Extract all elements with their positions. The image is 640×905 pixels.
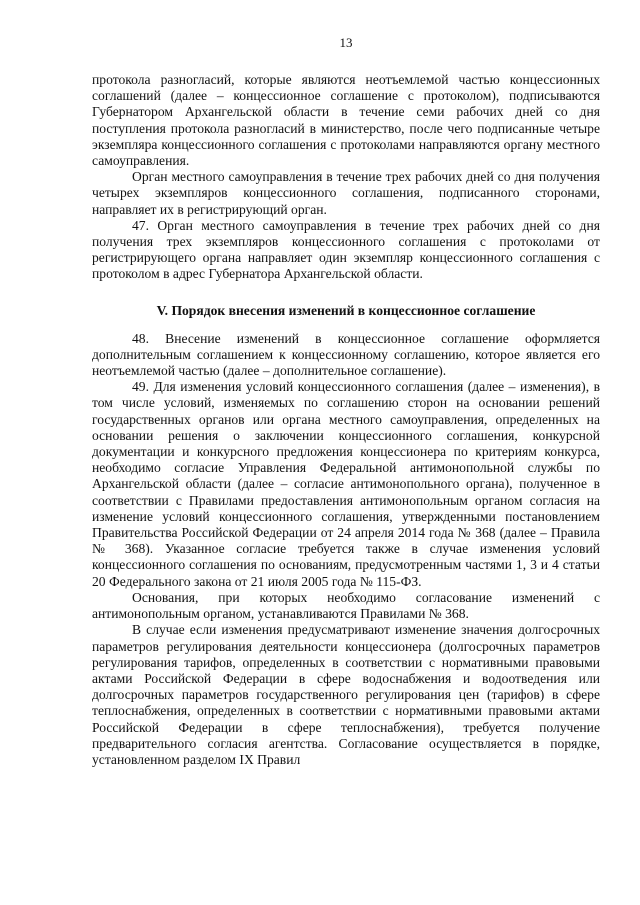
paragraph: Орган местного самоуправления в течение трех рабочих дней со дня получения четырех экземпляров концессионного соглашения, подписанного сторонами, направляет их в регистрирующий орган.: [92, 169, 600, 217]
paragraph-49: 49. Для изменения условий концессионного соглашения (далее – изменения), в том числе условий, изменяемых по соглашению сторон на основании решений государственных органов или органа местного самоуправления, определенных на основании решения о заключении концессионного соглашения, конкурсной документации и конкурсного предложения концессионера по критериям конкурса, необходимо согласие Управления Федеральной антимонопольной службы по Архангельской области (далее – согласие антимонопольного органа), полученное в соответствии с Правилами предоставления антимонопольным органом согласия на изменение условий концессионного соглашения, утвержденными постановлением Правительства Российской Федерации от 24 апреля 2014 года № 368 (далее – Правила № 368). Указанное согласие требуется также в случае изменения условий концессионного соглашения по основаниям, предусмотренным частями 1, 3 и 4 статьи 20 Федерального закона от 21 июля 2005 года № 115-ФЗ.: [92, 379, 600, 589]
document-body: [92, 72, 600, 768]
paragraph: В случае если изменения предусматривают изменение значения долгосрочных параметров регулирования деятельности концессионера (долгосрочных параметров регулирования тарифов, определенных в соответствии с нормативными правовыми актами Российской Федерации в сфере водоснабжения и водоотведения или долгосрочных параметров государственного регулирования цен (тарифов) в сфере теплоснабжения, определенных в соответствии с нормативными правовыми актами Российской Федерации в сфере теплоснабжения), требуется получение предварительного согласия агентства. Согласование осуществляется в порядке, установленном разделом IX Правил: [92, 622, 600, 767]
page-number: 13: [339, 35, 353, 50]
section-heading: V. Порядок внесения изменений в концессионное соглашение: [156, 302, 536, 318]
paragraph-48: 48. Внесение изменений в концессионное соглашение оформляется дополнительным соглашением к концессионному соглашению, которое является его неотъемлемой частью (далее – дополнительное соглашение).: [92, 330, 600, 379]
paragraph-47: 47. Орган местного самоуправления в течение трех рабочих дней со дня получения трех экземпляров концессионного соглашения с протоколами от регистрирующего органа направляет один экземпляр концессионного соглашения с протоколом в адрес Губернатора Архангельской области.: [92, 217, 600, 282]
paragraph: Основания, при которых необходимо согласование изменений с антимонопольным органом, устанавливаются Правилами № 368.: [92, 589, 600, 622]
paragraph-continuation: протокола разногласий, которые являются неотъемлемой частью концессионных соглашений (далее – концессионное соглашение с протоколом), подписываются Губернатором Архангельской области в течение семи рабочих дней со дня поступления протокола разногласий в министерство, после чего подписанные четыре экземпляра концессионного соглашения с протоколами направляются органу местного самоуправления.: [92, 72, 600, 169]
